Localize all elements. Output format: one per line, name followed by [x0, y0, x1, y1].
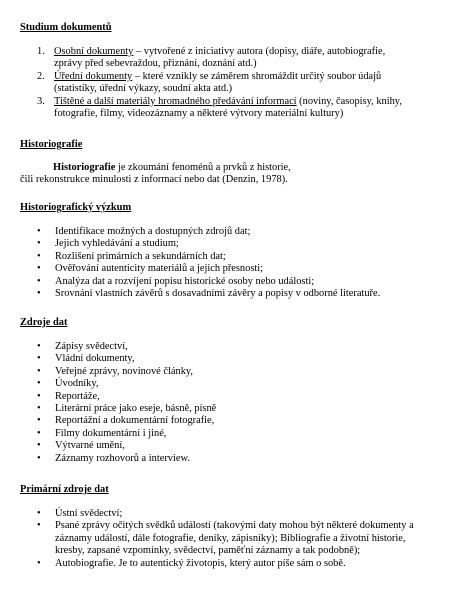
- bullet-icon: •: [37, 378, 41, 390]
- bullet-icon: •: [37, 508, 41, 519]
- heading-historiograficky-vyzkum: Historiografický výzkum: [20, 202, 132, 213]
- bullet-icon: •: [37, 288, 41, 300]
- list-item: [0, 96, 461, 121]
- list-item: • Reportáže,: [37, 390, 100, 402]
- list-item: [0, 71, 461, 96]
- bullet-icon: •: [37, 415, 41, 427]
- list-item: • Srovnání vlastních závěrů s dosavadními závěry a popisy v odborné literatuře.: [37, 288, 381, 300]
- historiografie-definition: [20, 162, 450, 187]
- list-item: • Analýza dat a rozvíjení popisu historické osoby nebo události;: [37, 275, 315, 287]
- definition-text: je zkoumání fenoménů a prvků z historie,: [115, 162, 291, 173]
- list-item: • Identifikace možných a dostupných zdrojů dat;: [37, 226, 251, 237]
- bullet-icon: •: [37, 365, 41, 377]
- definition-line: [20, 162, 450, 174]
- list-item: • Ověřování autenticity materiálů a jejich přesnosti;: [37, 263, 264, 275]
- heading-zdroje-dat: Zdroje dat: [20, 317, 68, 328]
- list-item: • Výtvarné umění,: [37, 440, 125, 452]
- term-historiografie: Historiografie: [53, 162, 116, 173]
- item-text-continued: zprávy před sebevraždou, přiznání, doznání atd.): [54, 58, 257, 70]
- bullet-list-research-steps: [0, 226, 461, 300]
- bullet-icon: •: [37, 390, 41, 402]
- heading-historiografie: Historiografie: [20, 139, 83, 150]
- list-item: [0, 46, 461, 71]
- list-item: • Jejich vyhledávání a studium;: [37, 238, 179, 250]
- list-item: • Záznamy rozhovorů a interview.: [37, 452, 190, 464]
- bullet-icon: •: [37, 427, 41, 439]
- bullet-icon: •: [37, 403, 41, 415]
- bullet-icon: •: [37, 353, 41, 365]
- bullet-icon: •: [37, 341, 41, 352]
- list-item: • Rozlišení primárních a sekundárních dat;: [37, 250, 226, 262]
- item-text: – vytvořené z iniciativy autora (dopisy, diáře, autobiografie,: [133, 46, 386, 57]
- list-number: 3.: [37, 95, 45, 107]
- list-item: • Zápisy svědectví,: [37, 341, 128, 352]
- list-number: 2.: [37, 70, 45, 82]
- list-item: • Reportážní a dokumentární fotografie,: [37, 415, 215, 427]
- bullet-icon: •: [37, 557, 41, 569]
- definition-line: čili rekonstrukce minulosti z informací nebo dat (Denzin, 1978).: [20, 174, 288, 186]
- bullet-icon: •: [37, 275, 41, 287]
- numbered-list-documents: [0, 46, 461, 120]
- item-text: – které vznikly se záměrem shromáždit určitý soubor údajů: [132, 70, 382, 82]
- bullet-icon: •: [37, 238, 41, 250]
- list-item: • Psané zprávy očitých svědků událostí (takovými daty mohou být některé dokumenty a záznamy událostí, dále fotografie, deníky, zápisníky); Bibliografie a životní historie, kresby, zapsané vzpomínky, svědectví, paměťní záznamy a tak podobně);: [37, 520, 414, 557]
- bullet-icon: •: [37, 440, 41, 452]
- item-text: (noviny, časopisy, knihy,: [296, 95, 402, 107]
- list-item: • Literární práce jako eseje, básně, písně: [37, 403, 217, 415]
- heading-primarni-zdroje-dat: Primární zdroje dat: [20, 484, 109, 495]
- term-osobni-dokumenty: Osobní dokumenty: [54, 46, 134, 57]
- list-item: • Filmy dokumentární i jiné,: [37, 427, 167, 439]
- item-text-continued: (statistiky, úřední výkazy, soudní akta atd.): [54, 83, 233, 95]
- list-number: 1.: [37, 46, 45, 57]
- bullet-list-primary-sources: [0, 508, 461, 570]
- list-item: • Autobiografie. Je to autentický životopis, který autor píše sám o sobě.: [37, 557, 346, 569]
- bullet-list-data-sources: [0, 341, 461, 465]
- term-tistene-materialy: Tištěné a další materiály hromadného předávání informací: [54, 95, 297, 107]
- list-item: • Veřejné zprávy, novinové články,: [37, 365, 194, 377]
- term-uredni-dokumenty: Úřední dokumenty: [54, 70, 133, 82]
- bullet-icon: •: [37, 520, 41, 532]
- bullet-icon: •: [37, 263, 41, 275]
- list-item: • Vládní dokumenty,: [37, 353, 135, 365]
- item-text-continued: fotografie, filmy, videozáznamy a některé výtvory materiální kultury): [54, 108, 344, 120]
- bullet-icon: •: [37, 226, 41, 237]
- list-item: • Ústní svědectví;: [37, 508, 123, 519]
- bullet-icon: •: [37, 250, 41, 262]
- heading-studium-dokumentu: Studium dokumentů: [20, 22, 112, 33]
- bullet-icon: •: [37, 452, 41, 464]
- list-item: • Úvodníky,: [37, 378, 99, 390]
